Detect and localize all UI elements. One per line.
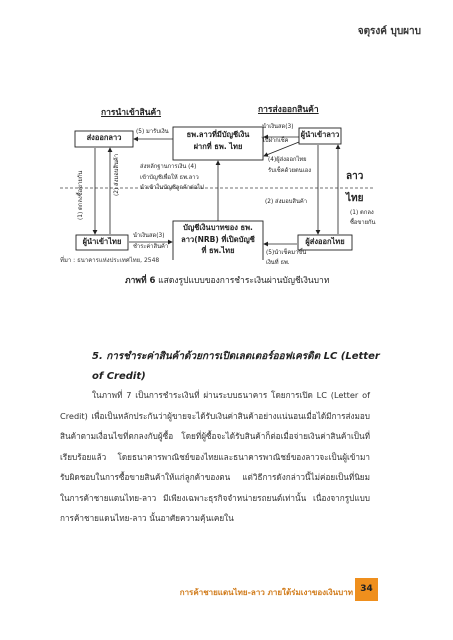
label-sender-laos: ส่งออกลาว <box>86 133 122 142</box>
label-step5-transfer: (5) มารับเงิน <box>136 129 169 135</box>
label-importer-laos: ผู้นำเข้าลาว <box>300 130 340 139</box>
label-step5-cash-cheque: (5)นำเช็คมาขึ้น เงินที่ ธพ. <box>266 250 307 266</box>
label-baht-account: บัญชีเงินบาทของ ธพ. ลาว(NRB) ที่เปิดบัญชี ที่ ธพ.ไทย <box>181 223 255 256</box>
label-exporter-thai: ผู้ส่งออกไทย <box>305 237 345 246</box>
body-paragraph <box>60 385 370 529</box>
heading-import: การนำเข้าสินค้า <box>101 108 162 118</box>
country-laos: ลาว <box>346 171 364 182</box>
heading-export: การส่งออกสินค้า <box>258 105 319 115</box>
country-thai: ไทย <box>346 193 364 204</box>
label-step3-deposit: นำเงินสด(3) ไปฝากเช็ค <box>262 124 294 144</box>
label-lao-bank: ธพ.ลาวที่มีบัญชีเงิน ฝากที่ ธพ. ไทย <box>186 130 250 151</box>
label-step2-deliver-right: (2) ส่งมอบสินค้า <box>265 199 308 205</box>
caption-label: ภาพที่ 6 <box>125 276 156 286</box>
label-step2-deliver-left: (2) ส่งมอบสินค้า <box>114 153 120 196</box>
label-step4-documents: ส่งหลักฐานการเงิน (4) เข้าบัญชีเพื่อให้ ธพ.ลาว นำเข้าในบัญชีลูกค้าต่อไป <box>140 164 204 192</box>
label-step1-agree-right: (1) ตกลง ซื้อขายกัน <box>350 210 376 226</box>
figure-caption <box>125 273 329 287</box>
page-number: 34 <box>355 578 378 601</box>
section-title: 5. การชำระค่าสินค้าด้วยการเปิดเลตเตอร์ออฟเครดิต LC (Letter of Credit) <box>92 351 380 382</box>
label-step3-cash: นำเงินสด(3) ชำระค่าสินค้า <box>133 233 169 250</box>
label-step1-agree-left: (1) ตกลงซื้อขายกัน <box>78 170 84 220</box>
footer-title: การค้าชายแดนไทย-ลาว ภายใต้ร่มเงาของเงินบาท <box>179 588 353 597</box>
label-importer-thai: ผู้นำเข้าไทย <box>82 237 122 246</box>
figure-source: ที่มา : ธนาคารแห่งประเทศไทย, 2548 <box>60 257 160 264</box>
label-step4-cheque: (4)ผู้ส่งออกไทย รับเช็คด้วยตนเอง <box>268 157 312 174</box>
caption-text: แสดงรูปแบบของการชำระเงินผ่านบัญชีเงินบาท <box>155 276 330 286</box>
body-paragraph-text: ในภาพที่ 7 เป็นการชำระเงินที่ ผ่านระบบธนาคาร โดยการเปิด LC (Letter of Credit) เพื่อเป็นหลักประกันว่าผู้ขายจะได้รับเงินค่าสินค้าอย่างแน่นอนเมื่อได้มีการส่งมอบสินค้าตามเงื่อนไขที่ตกลงกับผู้ซื้อ โดยที่ผู้ซื้อจะได้รับสินค้าก็ต่อเมื่อจ่ายเงินค่าสินค้าเป็นที่เรียบร้อยแล้ว โดยธนาคารพาณิชย์ของไทยและธนาคารพาณิชย์ของลาวจะเป็นผู้เข้ามารับผิดชอบในการซื้อขายสินค้าให้แก่ลูกค้าของตน แต่วิธีการดังกล่าวนี้ไม่ค่อยเป็นที่นิยมในการค้าชายแดนไทย-ลาว มีเพียงเฉพาะธุรกิจจำหน่ายรถยนต์เท่านั้น เนื่องจากรูปแบบการค้าชายแดนไทย-ลาว นั้นอาศัยความคุ้นเคยใน <box>60 390 370 523</box>
header-author: จตุรงค์ บุบผาบ <box>357 26 421 37</box>
